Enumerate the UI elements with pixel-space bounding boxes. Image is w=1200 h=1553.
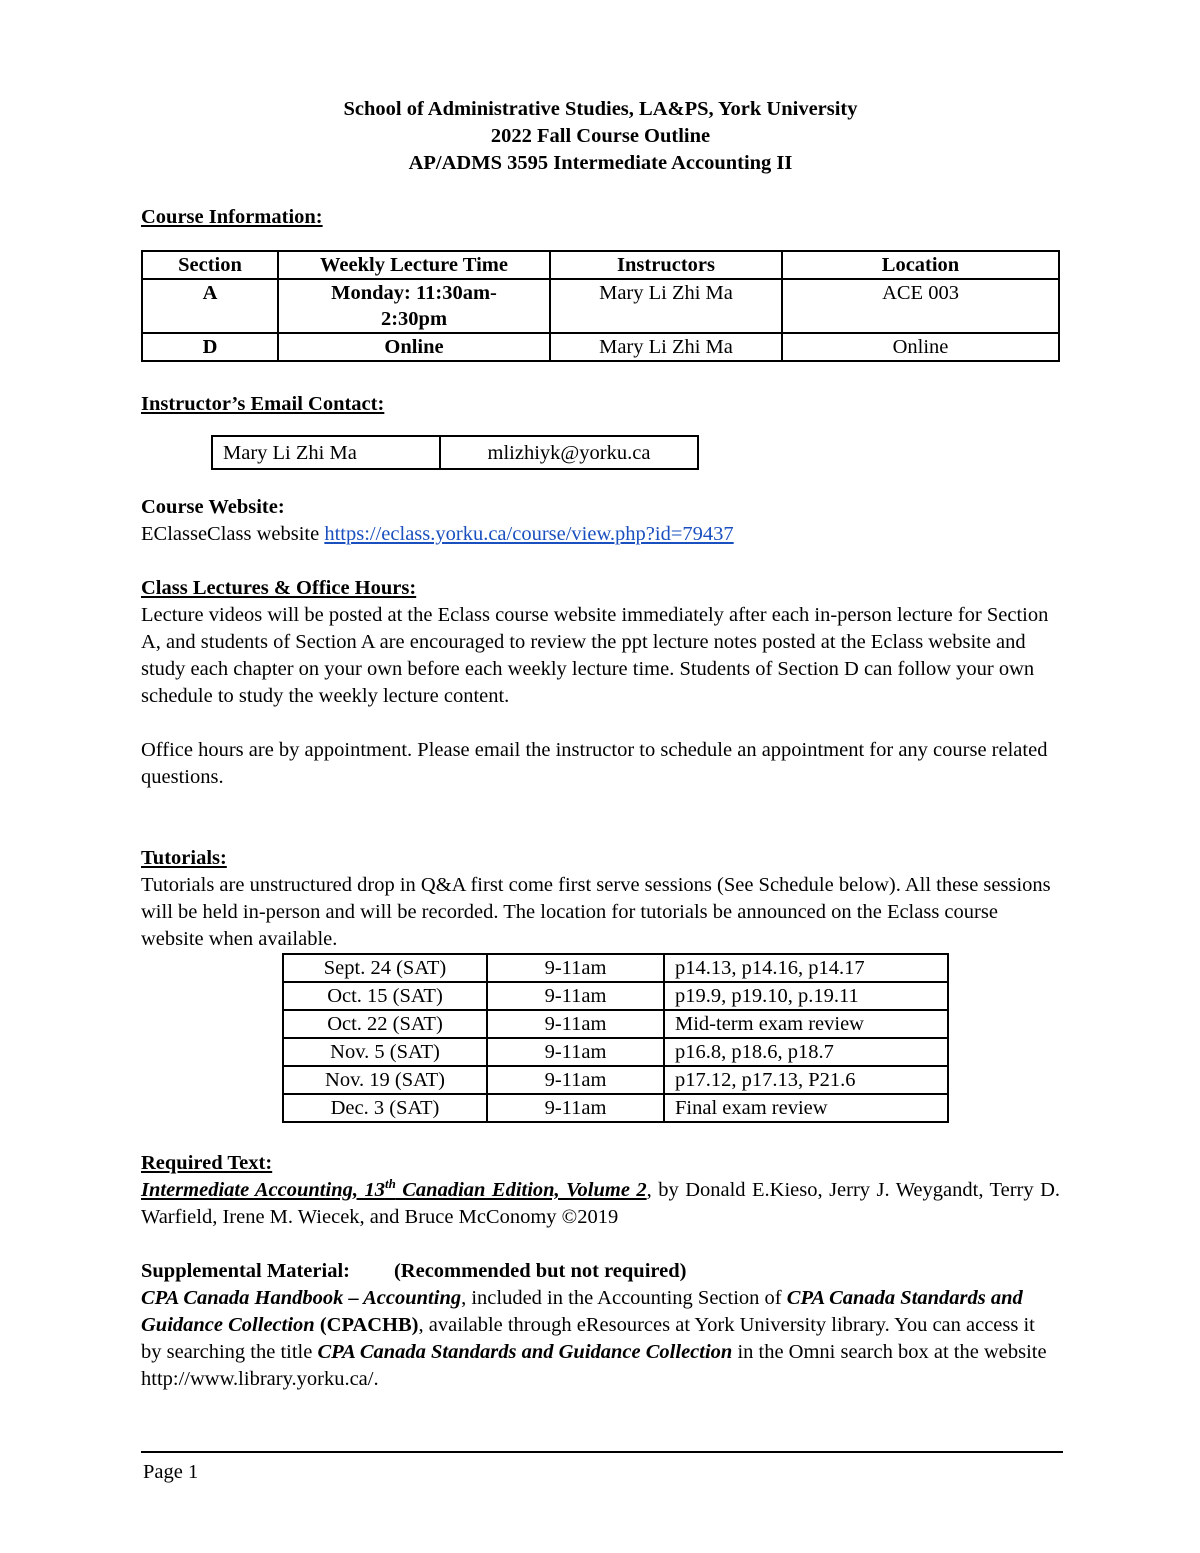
tutorial-date: Sept. 24 (SAT) [283, 954, 487, 982]
tutorial-date: Oct. 22 (SAT) [283, 1010, 487, 1038]
tutorial-date: Nov. 5 (SAT) [283, 1038, 487, 1066]
tutorial-time: 9-11am [487, 1094, 664, 1122]
col-header-instructors: Instructors [550, 251, 782, 279]
email-table [211, 435, 699, 470]
table-row [283, 982, 948, 1010]
required-text-heading: Required Text: [141, 1152, 273, 1174]
supplemental-note: (Recommended but not required) [393, 1260, 687, 1282]
tutorial-time: 9-11am [487, 1038, 664, 1066]
tutorial-topic: p19.9, p19.10, p.19.11 [664, 982, 948, 1010]
supp-part-4: (CPACHB) [314, 1314, 419, 1336]
table-row [283, 1010, 948, 1038]
tutorial-schedule-table [282, 953, 949, 1123]
tutorials-paragraph: Tutorials are unstructured drop in Q&A first come first serve sessions (See Schedule below). All these sessions will be held in-person and will be recorded. The location for tutorials be announced on the Eclass course website when available. [141, 874, 1051, 950]
email-address-cell[interactable]: mlizhiyk@yorku.ca [440, 436, 698, 469]
course-info-table [141, 250, 1060, 362]
time-line-1: Monday: 11:30am- [331, 282, 497, 304]
supplemental-heading: Supplemental Material: [141, 1260, 350, 1282]
instructor-cell: Mary Li Zhi Ma [550, 333, 782, 361]
table-row [283, 954, 948, 982]
supp-part-5: , available through eResources at York University library. You can access it by searching the title [141, 1314, 1035, 1363]
website-line [141, 521, 1060, 548]
tutorial-topic: Final exam review [664, 1094, 948, 1122]
textbook-title-part-a: Intermediate Accounting, 13 [141, 1179, 385, 1201]
header-line-3: AP/ADMS 3595 Intermediate Accounting II [408, 152, 793, 174]
tutorials-heading: Tutorials: [141, 847, 227, 869]
table-header-row [142, 251, 1059, 279]
website-heading: Course Website: [141, 496, 285, 518]
lectures-paragraph: Lecture videos will be posted at the Eclass course website immediately after each in-person lecture for Section A, and students of Section A are encouraged to review the ppt lecture notes posted at the Eclass website and study each chapter on your own before each weekly lecture time. Students of Section D can follow your own schedule to study the weekly lecture content. [141, 604, 1049, 707]
office-hours-paragraph: Office hours are by appointment. Please email the instructor to schedule an appointment for any course related questions. [141, 739, 1048, 788]
location-cell: ACE 003 [782, 279, 1059, 333]
tutorial-topic: Mid-term exam review [664, 1010, 948, 1038]
eclass-link[interactable]: https://eclass.yorku.ca/course/view.php?id=79437 [324, 523, 734, 545]
time-line-2: 2:30pm [380, 308, 448, 330]
section-cell: A [142, 279, 278, 333]
supplemental-paragraph [141, 1285, 1060, 1393]
tutorial-date: Oct. 15 (SAT) [283, 982, 487, 1010]
tutorial-date: Nov. 19 (SAT) [283, 1066, 487, 1094]
textbook-authors: , by Donald E.Kieso, Jerry J. Weygandt, Terry D. Warfield, Irene M. Wiecek, and Bruce McConomy ©2019 [141, 1179, 1061, 1228]
email-name-cell: Mary Li Zhi Ma [212, 436, 440, 469]
textbook-title-sup: th [384, 1176, 396, 1192]
tutorial-topic: p14.13, p14.16, p14.17 [664, 954, 948, 982]
supp-part-2: , included in the Accounting Section of [461, 1287, 787, 1309]
col-header-section: Section [142, 251, 278, 279]
instructor-cell: Mary Li Zhi Ma [550, 279, 782, 333]
footer-divider [141, 1451, 1063, 1453]
header-line-1: School of Administrative Studies, LA&PS, York University [343, 98, 858, 120]
supp-part-3: CPA Canada Standards and Guidance Collection [141, 1287, 1023, 1336]
section-cell: D [142, 333, 278, 361]
table-row [283, 1038, 948, 1066]
table-row [142, 333, 1059, 361]
document-page [141, 96, 1060, 1393]
supplemental-heading-line [141, 1258, 1060, 1285]
tutorial-time: 9-11am [487, 954, 664, 982]
supp-part-7: in the Omni search box at the website http://www.library.yorku.ca/. [141, 1341, 1047, 1390]
textbook-title [141, 1176, 647, 1201]
time-cell: Online [278, 333, 550, 361]
tutorial-topic: p17.12, p17.13, P21.6 [664, 1066, 948, 1094]
tutorial-date: Dec. 3 (SAT) [283, 1094, 487, 1122]
email-heading: Instructor’s Email Contact: [141, 393, 385, 415]
tutorial-time: 9-11am [487, 982, 664, 1010]
lectures-heading: Class Lectures & Office Hours: [141, 577, 417, 599]
document-header [141, 96, 1060, 177]
tutorial-time: 9-11am [487, 1010, 664, 1038]
col-header-time: Weekly Lecture Time [278, 251, 550, 279]
table-row [142, 279, 1059, 333]
table-row [283, 1094, 948, 1122]
location-cell: Online [782, 333, 1059, 361]
supp-part-6: CPA Canada Standards and Guidance Collection [317, 1341, 733, 1363]
table-row [283, 1066, 948, 1094]
table-row [212, 436, 698, 469]
time-cell [278, 279, 550, 333]
tutorial-time: 9-11am [487, 1066, 664, 1094]
tutorial-topic: p16.8, p18.6, p18.7 [664, 1038, 948, 1066]
required-text-paragraph [141, 1177, 1060, 1231]
supp-part-1: CPA Canada Handbook – Accounting [141, 1287, 462, 1309]
col-header-location: Location [782, 251, 1059, 279]
textbook-title-part-b: Canadian Edition, Volume 2 [395, 1179, 647, 1201]
header-line-2: 2022 Fall Course Outline [490, 125, 711, 147]
page-number: Page 1 [143, 1461, 199, 1483]
website-prefix: EClasseClass website [141, 523, 325, 545]
course-info-heading: Course Information: [141, 206, 323, 228]
